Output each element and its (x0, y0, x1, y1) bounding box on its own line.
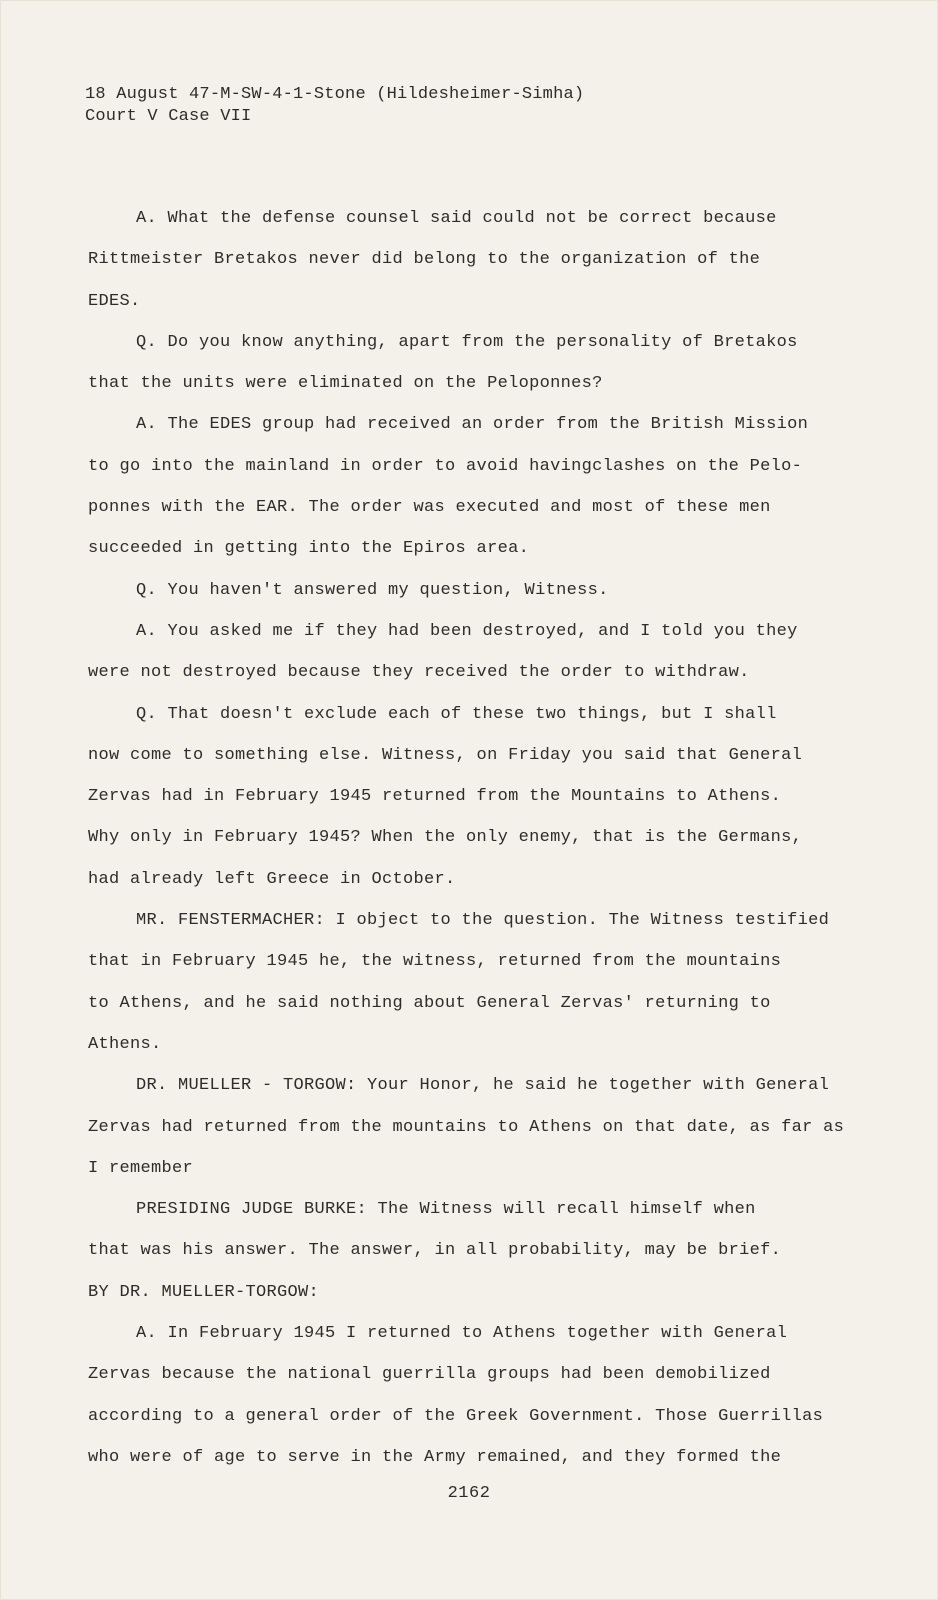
transcript-line: were not destroyed because they received the order to withdraw. (88, 663, 750, 683)
transcript-line: Rittmeister Bretakos never did belong to the organization of the (88, 250, 761, 270)
transcript-line: Q. You haven't answered my question, Witness. (136, 580, 609, 600)
transcript-line: PRESIDING JUDGE BURKE: The Witness will recall himself when (136, 1200, 756, 1220)
transcript-line: I remember (88, 1158, 194, 1178)
transcript-line: BY DR. MUELLER-TORGOW: (88, 1282, 320, 1302)
transcript-line: A. The EDES group had received an order from the British Mission (136, 415, 809, 435)
transcript-line: MR. FENSTERMACHER: I object to the question. The Witness testified (136, 911, 830, 931)
transcript-line: EDES. (88, 291, 141, 311)
transcript-line: DR. MUELLER - TORGOW: Your Honor, he said he together with General (136, 1076, 830, 1096)
transcript-line: A. In February 1945 I returned to Athens together with General (136, 1324, 788, 1344)
transcript-line: Zervas had returned from the mountains to Athens on that date, as far as (88, 1117, 845, 1137)
transcript-line: Zervas because the national guerrilla groups had been demobilized (88, 1365, 771, 1385)
transcript-line: ponnes with the EAR. The order was executed and most of these men (88, 498, 771, 518)
transcript-line: had already left Greece in October. (88, 869, 456, 889)
page-number: 2162 (447, 1484, 491, 1503)
transcript-line: to Athens, and he said nothing about General Zervas' returning to (88, 993, 771, 1013)
transcript-line: A. You asked me if they had been destroyed, and I told you they (136, 621, 798, 641)
transcript-line: according to a general order of the Greek Government. Those Guerrillas (88, 1406, 824, 1426)
transcript-line: who were of age to serve in the Army remained, and they formed the (88, 1447, 782, 1467)
transcript-line: to go into the mainland in order to avoid havingclashes on the Pelo- (88, 456, 803, 476)
document-header (85, 84, 584, 128)
transcript-line: succeeded in getting into the Epiros area. (88, 539, 530, 559)
transcript-line: that was his answer. The answer, in all probability, may be brief. (88, 1241, 782, 1261)
transcript-line: that in February 1945 he, the witness, returned from the mountains (88, 952, 782, 972)
transcript-line: A. What the defense counsel said could not be correct because (136, 209, 777, 228)
header-session-line: 18 August 47-M-SW-4-1-Stone (Hildesheimer-Simha) (85, 85, 585, 104)
transcript-line: Athens. (88, 1034, 162, 1054)
header-court-line: Court V Case VII (85, 107, 252, 126)
transcript-line: that the units were eliminated on the Peloponnes? (88, 374, 603, 394)
transcript-line: Why only in February 1945? When the only enemy, that is the Germans, (88, 828, 803, 848)
transcript-line: Q. That doesn't exclude each of these two things, but I shall (136, 704, 777, 724)
transcript-line: now come to something else. Witness, on Friday you said that General (88, 745, 803, 765)
transcript-body (88, 198, 845, 1478)
transcript-line: Zervas had in February 1945 returned from the Mountains to Athens. (88, 787, 782, 807)
transcript-line: Q. Do you know anything, apart from the personality of Bretakos (136, 332, 798, 352)
